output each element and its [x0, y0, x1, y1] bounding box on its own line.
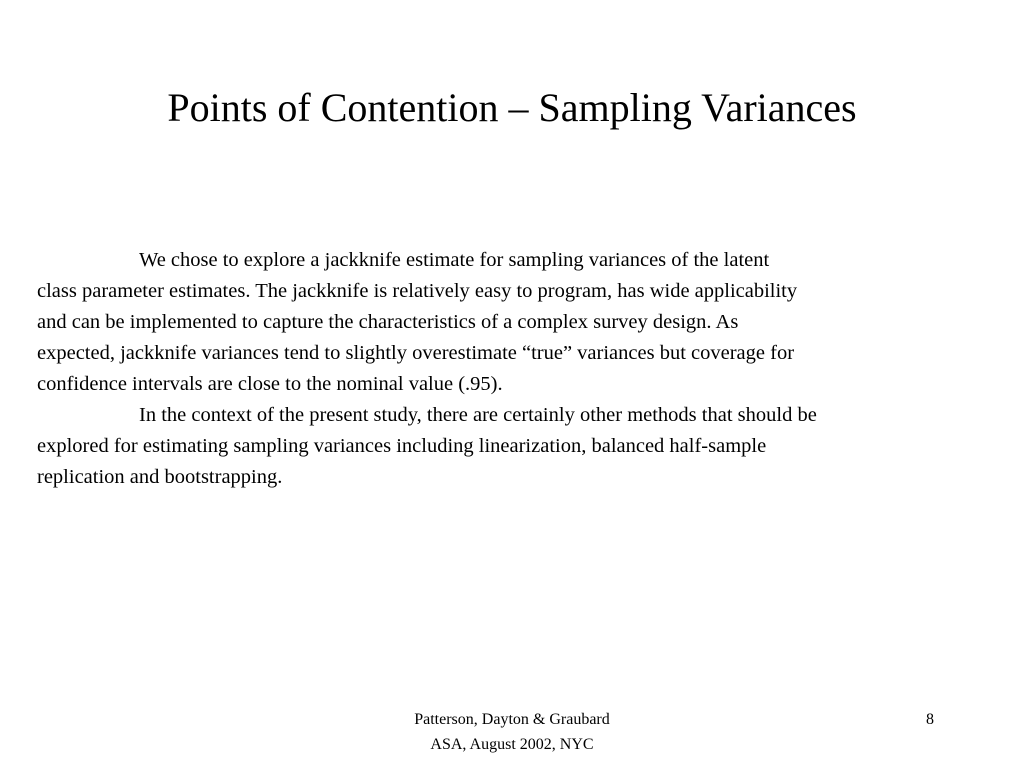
slide-body [37, 245, 992, 493]
slide-title: Points of Contention – Sampling Variances [167, 85, 857, 130]
paragraph-line: In the context of the present study, there are certainly other methods that should be [139, 404, 817, 426]
paragraph-line: confidence intervals are close to the nominal value (.95). [37, 373, 503, 395]
footer [312, 707, 712, 757]
paragraph-line: explored for estimating sampling variances including linearization, balanced half-sample [37, 435, 767, 457]
paragraph-line: replication and bootstrapping. [37, 466, 283, 488]
paragraph-line: class parameter estimates. The jackknife is relatively easy to program, has wide applicability [37, 280, 798, 302]
footer-venue: ASA, August 2002, NYC [430, 736, 594, 753]
paragraph-other-methods [37, 400, 992, 493]
footer-authors: Patterson, Dayton & Graubard [414, 711, 610, 728]
paragraph-jackknife [37, 245, 992, 400]
page-number: 8 [926, 711, 934, 728]
paragraph-line: and can be implemented to capture the characteristics of a complex survey design. As [37, 311, 739, 333]
paragraph-line: expected, jackknife variances tend to slightly overestimate “true” variances but coverage for [37, 342, 795, 364]
paragraph-line: We chose to explore a jackknife estimate for sampling variances of the latent [139, 249, 770, 271]
